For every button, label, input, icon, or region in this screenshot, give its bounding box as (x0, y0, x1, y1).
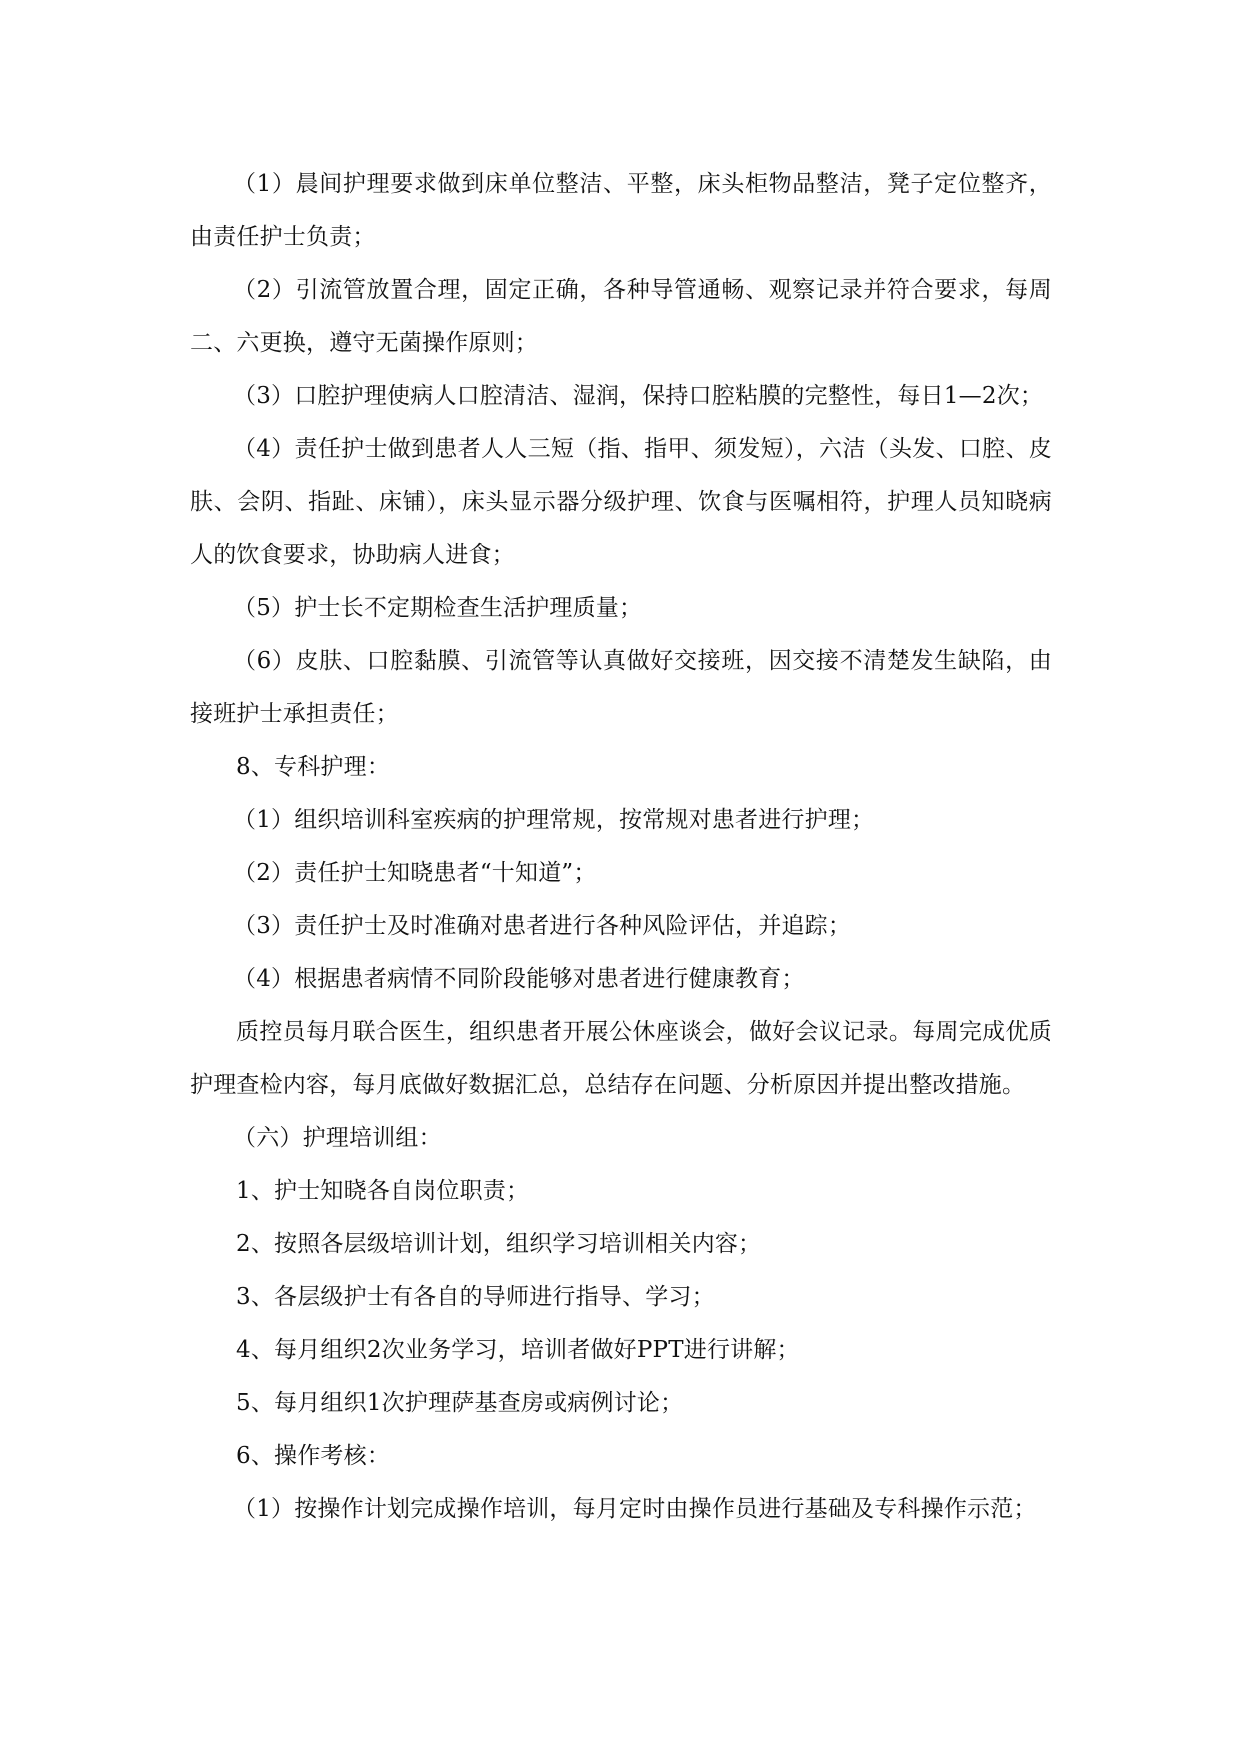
paragraph-patient-hygiene: （4）责任护士做到患者人人三短（指、指甲、须发短），六洁（头发、口腔、皮肤、会阴、指趾、床铺），床头显示器分级护理、饮食与医嘱相符，护理人员知晓病人的饮食要求，协助病人进食； (190, 436, 1052, 568)
paragraph-oral-care: （3）口腔护理使病人口腔清洁、湿润，保持口腔粘膜的完整性，每日1—2次； (233, 383, 1044, 409)
paragraph-quality-control: 质控员每月联合医生，组织患者开展公休座谈会，做好会议记录。每周完成优质护理查检内容，每月底做好数据汇总，总结存在问题、分析原因并提出整改措施。 (190, 1019, 1052, 1098)
list-item-job-duties: 1、护士知晓各自岗位职责； (236, 1178, 530, 1204)
paragraph-handover: （6）皮肤、口腔黏膜、引流管等认真做好交接班，因交接不清楚发生缺陷，由接班护士承担责任； (190, 648, 1052, 727)
paragraph-risk-assessment: （3）责任护士及时准确对患者进行各种风险评估，并追踪； (233, 913, 852, 939)
list-item-mentors: 3、各层级护士有各自的导师进行指导、学习； (236, 1284, 715, 1310)
paragraph-drainage-tube: （2）引流管放置合理，固定正确，各种导管通畅、观察记录并符合要求，每周二、六更换，遵守无菌操作原则； (190, 277, 1052, 356)
document-body (190, 158, 1052, 1536)
paragraph-ten-knows: （2）责任护士知晓患者“十知道”； (233, 860, 597, 886)
paragraph-head-nurse-check: （5）护士长不定期检查生活护理质量； (233, 595, 643, 621)
paragraph-morning-care: （1）晨间护理要求做到床单位整洁、平整，床头柜物品整洁，凳子定位整齐，由责任护士负责； (190, 171, 1052, 250)
list-item-training-plan: 2、按照各层级培训计划，组织学习培训相关内容； (236, 1231, 762, 1257)
paragraph-operation-training: （1）按操作计划完成操作培训，每月定时由操作员进行基础及专科操作示范； (233, 1496, 1037, 1522)
section-heading-specialty-care: 8、专科护理： (236, 754, 391, 780)
list-item-business-study: 4、每月组织2次业务学习，培训者做好PPT进行讲解； (236, 1337, 800, 1363)
paragraph-training-routine: （1）组织培训科室疾病的护理常规，按常规对患者进行护理； (233, 807, 875, 833)
paragraph-health-education: （4）根据患者病情不同阶段能够对患者进行健康教育； (233, 966, 805, 992)
list-item-operation-assessment: 6、操作考核： (236, 1443, 391, 1469)
section-heading-training-group: （六）护理培训组： (233, 1125, 442, 1151)
list-item-ward-rounds: 5、每月组织1次护理萨基查房或病例讨论； (236, 1390, 684, 1416)
